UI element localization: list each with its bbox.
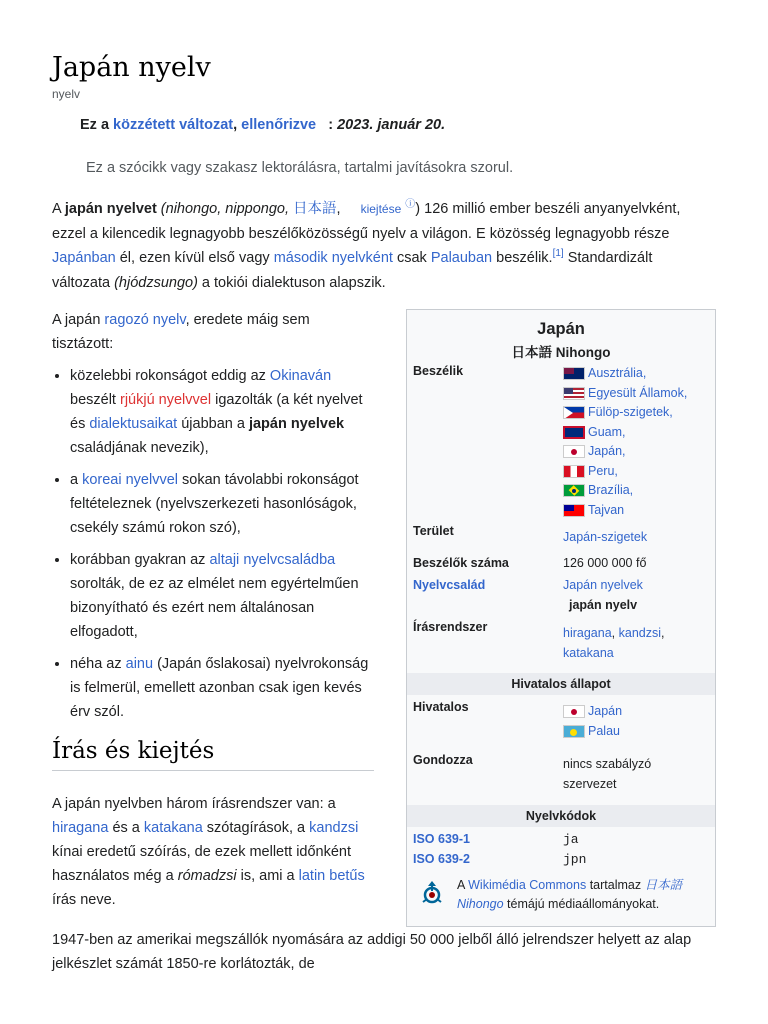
countries-list <box>563 364 711 520</box>
checked-link[interactable]: ellenőrizve <box>241 117 317 133</box>
language-codes-header: Nyelvkódok <box>407 805 715 827</box>
cleanup-notice: Ez a szócikk vagy szakasz lektorálásra, tartalmi javításokra szorul. <box>86 160 514 176</box>
japan-link[interactable]: Japánban <box>52 250 116 266</box>
katakana-link[interactable]: katakana <box>143 820 203 836</box>
language-family-link[interactable]: nyelvcsaládba <box>243 552 336 568</box>
country-link[interactable]: Brazília, <box>588 483 634 497</box>
list-item: • néha az ainu (Japán őslakosai) nyelvrokonság is felmerül, emellett azonban csak igen kevés érv szól. <box>70 652 374 724</box>
hiragana-link[interactable]: hiragana <box>52 820 109 836</box>
infobox: Japán 日本語 Nihongo Beszélik Ausztrália, Egyesült Államok, Fülöp-szigetek, Guam, Japán, Peru, Brazília, Tajvan Terület Japán-szigetek Beszélők száma 126 000 000 fő Nyelvcsalád Japán nyelvek japán nyelv Írásrendszer hiragana, kandzsi, katakana Hivatalos állapot Hivatalos Japán Palau Gondozza nincs szabályzó szervezet Nyelvkódok ISO 639-1 ja ISO 639-2 jpn A Wikimédia Commons tartalmaz 日本語 Nihongo témájú médiaállományokat. <box>406 309 716 927</box>
hiragana-link[interactable]: hiragana <box>563 626 612 640</box>
peru-flag-icon <box>563 465 585 478</box>
palau-flag-icon <box>563 725 585 738</box>
family-sub: japán nyelv <box>569 597 638 612</box>
speakers-value: 126 000 000 fő <box>563 556 647 570</box>
reference-1[interactable]: [1] <box>552 248 564 260</box>
kanji-script-link[interactable]: kandzsi <box>309 820 359 836</box>
origin-list <box>52 364 374 724</box>
commons-link[interactable]: Wikimédia Commons <box>468 878 587 892</box>
list-item: • a koreai nyelvvel sokan távolabbi rokonságot feltételeznek (nyelvszerkezeti hasonlóságok, csekély számú rokon szó), <box>70 468 374 540</box>
region-link[interactable]: Japán-szigetek <box>563 530 648 544</box>
history-paragraph: 1947-ben az amerikai megszállók nyomására az addigi 50 000 jelből álló jelrendszer helyett az alap jelkészlet számát 1850-re korlátozták, de <box>52 932 692 972</box>
country-link[interactable]: Egyesült Államok, <box>588 385 688 400</box>
official-status-header: Hivatalos állapot <box>407 673 715 695</box>
philippines-flag-icon <box>563 406 585 419</box>
family-link[interactable]: Japán nyelvek <box>563 578 643 592</box>
country-link[interactable]: Japán, <box>588 444 626 458</box>
family-label-link[interactable]: Nyelvcsalád <box>413 578 486 592</box>
country-link[interactable]: Ausztrália, <box>588 366 647 380</box>
intro-paragraph: A japán nyelvet (nihongo, nippongo, 日本語, kiejtése ⓘ) 126 millió ember beszéli anyanyelvként, ezzel a kilencedik legnagyobb beszélőközösségű nyelv a világon. E közösség legnagyobb része Japánban él, ezen kívül első vagy második nyelvként csak Palauban beszélik.[1] Standardizált változata (hjódzsungo) a tokiói dialektuson alapszik. <box>52 199 681 291</box>
iso2-link[interactable]: ISO 639-2 <box>413 852 470 866</box>
version-date: 2023. január 20. <box>337 117 446 133</box>
altaic-link[interactable]: altaji <box>209 552 240 568</box>
version-notice: Ez a közzétett változat, ellenőrizve : 2023. január 20. <box>80 117 446 133</box>
list-item: • korábban gyakran az altaji nyelvcsaládba sorolták, de ez az elmélet nem egyértelműen bizonyítható és ezért nem általánosan elfogadott, <box>70 548 374 644</box>
ainu-link[interactable]: ainu <box>125 656 154 672</box>
kanji-link[interactable]: kandzsi <box>618 626 662 640</box>
infobox-subtitle: 日本語 Nihongo <box>511 345 611 360</box>
official-country-link[interactable]: Palau <box>588 723 620 738</box>
guam-flag-icon <box>563 426 585 439</box>
taiwan-flag-icon <box>563 504 585 517</box>
okinawa-link[interactable]: Okinaván <box>269 368 332 384</box>
palau-link[interactable]: Palauban <box>430 250 493 266</box>
audio-info-icon[interactable]: ⓘ <box>405 199 416 211</box>
pronunciation-link[interactable]: kiejtése <box>360 202 402 216</box>
published-version-link[interactable]: közzétett változat <box>113 117 234 133</box>
dialects-link[interactable]: dialektusaikat <box>89 416 178 432</box>
regulator-value: nincs szabályzó szervezet <box>563 757 652 791</box>
australia-flag-icon <box>563 367 585 380</box>
list-item: • közelebbi rokonságot eddig az Okinaván beszélt rjúkjú nyelvvel igazolták (a két nyelvet és dialektusaikat újabban a japán nyelvek családjának nevezik), <box>70 364 374 460</box>
ryukyu-link[interactable]: rjúkjú nyelvvel <box>119 392 212 408</box>
country-link[interactable]: Guam, <box>588 424 626 439</box>
second-language-link[interactable]: második nyelvként <box>273 250 393 266</box>
brazil-flag-icon <box>563 484 585 497</box>
country-link[interactable]: Fülöp-szigetek, <box>588 405 673 419</box>
page-title: Japán nyelv <box>52 52 211 83</box>
section-heading-writing: Írás és kiejtés <box>52 738 374 771</box>
iso1-link[interactable]: ISO 639-1 <box>413 832 470 846</box>
writing-paragraph: A japán nyelvben három írásrendszer van: a hiragana és a katakana szótagírások, a kandzsi kínai eredetű szóírás, de ezek mellett időnként használatos még a rómadzsi is, ami a latin betűs írás neve. <box>52 796 365 908</box>
origin-intro: A japán ragozó nyelv, eredete máig sem tisztázott: <box>52 312 310 352</box>
country-link[interactable]: Tajvan <box>588 502 625 517</box>
japan-flag-icon <box>563 445 585 458</box>
wikimedia-commons-icon <box>419 880 445 906</box>
page-subtitle: nyelv <box>52 87 81 101</box>
commons-topic-link[interactable]: 日本語 Nihongo <box>457 878 683 911</box>
commons-text: A Wikimédia Commons tartalmaz 日本語 Nihongo témájú médiaállományokat. <box>457 878 683 911</box>
iso2-value: jpn <box>563 852 587 867</box>
agglutinative-link[interactable]: ragozó nyelv <box>104 312 186 328</box>
kanji-link[interactable]: 日本語 <box>293 201 337 217</box>
korean-link[interactable]: koreai nyelvvel <box>82 472 179 488</box>
latin-link[interactable]: latin betűs <box>298 868 365 884</box>
country-link[interactable]: Peru, <box>588 463 618 478</box>
infobox-title: Japán <box>537 320 585 338</box>
katakana-link[interactable]: katakana <box>563 645 614 660</box>
origin-section <box>52 308 374 732</box>
official-country-link[interactable]: Japán <box>588 704 623 718</box>
iso1-value: ja <box>563 832 579 847</box>
japan-flag-icon <box>563 705 585 718</box>
usa-flag-icon <box>563 387 585 400</box>
